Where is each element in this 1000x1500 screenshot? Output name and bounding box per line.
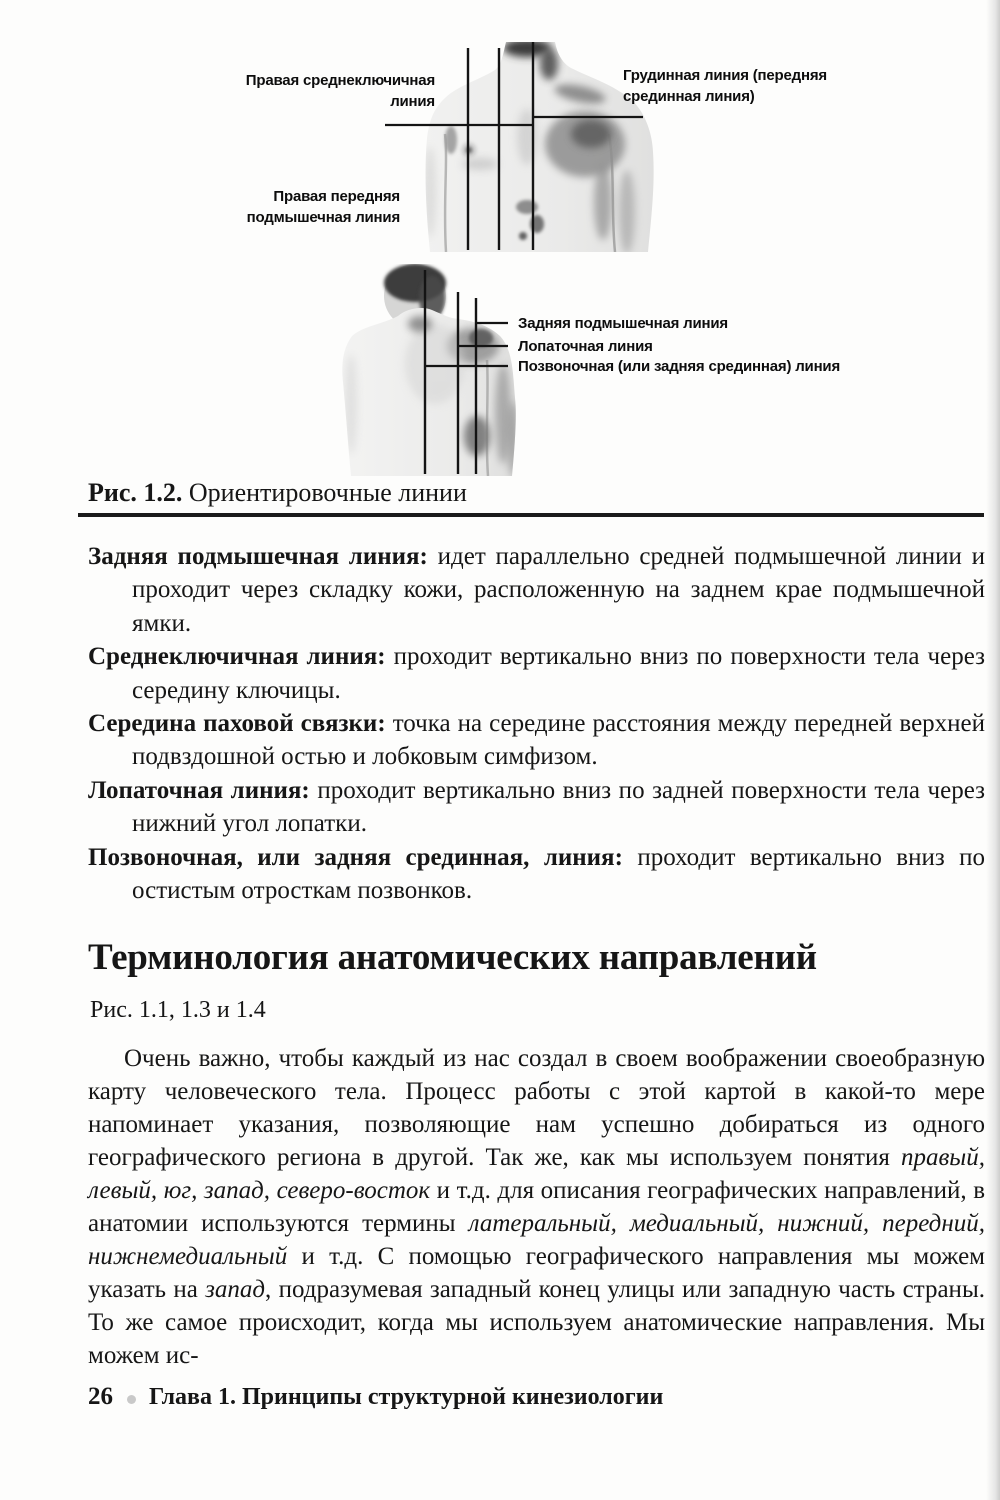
page-edge-shadow: [986, 0, 1000, 1500]
label-right-anterior-axillary-line: Правая передняя подмышечная линия: [246, 188, 400, 226]
definition-term: Середина паховой связки:: [88, 710, 386, 738]
definition-text: точка на середине расстояния между передней верхней подвздошной остью и лобковым симфизом.: [132, 710, 986, 771]
body-paragraph: [88, 1042, 985, 1372]
definition-posterior-axillary: [88, 540, 985, 640]
paragraph-segment: Очень важно, чтобы каждый из нас создал в своем воображении своеобразную карту человеческого тела. Процесс работы с этой картой в какой-то мере напоминает указания, позволяющие нам успешно добираться из одного географического региона в другой. Так же, как мы используем понятия: [88, 1045, 985, 1171]
front-torso-body: [424, 42, 654, 252]
paragraph-segment: и т.д. С помощью географического направления мы можем указать на: [88, 1243, 985, 1303]
dot-separator-icon: [127, 1395, 136, 1404]
definition-vertebral: [88, 841, 985, 908]
paragraph-segment-italic: латеральный, медиальный, нижний, передний, нижнемедиальный: [88, 1210, 985, 1270]
label-posterior-axillary-line: Задняя подмышечная линия: [518, 315, 728, 332]
definition-scapular: [88, 774, 985, 841]
paragraph-segment-italic: запад: [205, 1276, 266, 1303]
figure-reference: Рис. 1.1, 1.3 и 1.4: [90, 997, 266, 1023]
label-right-midclavicular-line: Правая среднеключичная линия: [245, 72, 435, 110]
definition-term: Среднеключичная линия:: [88, 643, 386, 671]
section-heading: Терминология анатомических направлений: [88, 937, 817, 978]
chapter-title: Глава 1. Принципы структурной кинезиологии: [149, 1383, 664, 1410]
page-number: 26: [88, 1383, 113, 1410]
label-scapular-line: Лопаточная линия: [518, 338, 653, 355]
definition-inguinal-midpoint: [88, 707, 985, 774]
definition-text: идет параллельно средней подмышечной линии и проходит через складку кожи, расположенную на заднем крае подмышечной ямки.: [132, 543, 986, 637]
definition-term: Позвоночная, или задняя срединная, линия:: [88, 843, 623, 871]
figure-caption-number: Рис. 1.2.: [88, 478, 183, 507]
definition-midclavicular: [88, 640, 985, 707]
definitions-list: [88, 540, 985, 907]
figure-caption-title: Ориентировочные линии: [188, 478, 467, 507]
definition-term: Лопаточная линия:: [88, 776, 310, 804]
figure-caption: [88, 478, 467, 508]
divider-rule: [78, 513, 984, 517]
paragraph-segment: и т.д. для описания географических направлений, в анатомии используются термины: [88, 1177, 986, 1237]
page-footer: [88, 1383, 663, 1411]
back-torso-body: [342, 264, 518, 476]
label-sternal-line: Грудинная линия (передняя срединная линия): [623, 67, 827, 105]
paragraph-segment: , подразумевая западный конец улицы или западную часть страны. То же самое происходит, когда мы используем анатомические направления. Мы можем ис-: [88, 1276, 985, 1369]
label-vertebral-line: Позвоночная (или задняя срединная) линия: [518, 358, 841, 375]
definition-text: проходит вертикально вниз по остистым отросткам позвонков.: [132, 843, 986, 905]
definition-text: проходит вертикально вниз по задней поверхности тела через нижний угол лопатки.: [132, 776, 985, 838]
definition-term: Задняя подмышечная линия:: [88, 543, 428, 570]
definition-text: проходит вертикально вниз по поверхности тела через середину ключицы.: [132, 643, 985, 704]
paragraph-segment-italic: правый, левый, юг, запад, северо-восток: [88, 1144, 985, 1204]
